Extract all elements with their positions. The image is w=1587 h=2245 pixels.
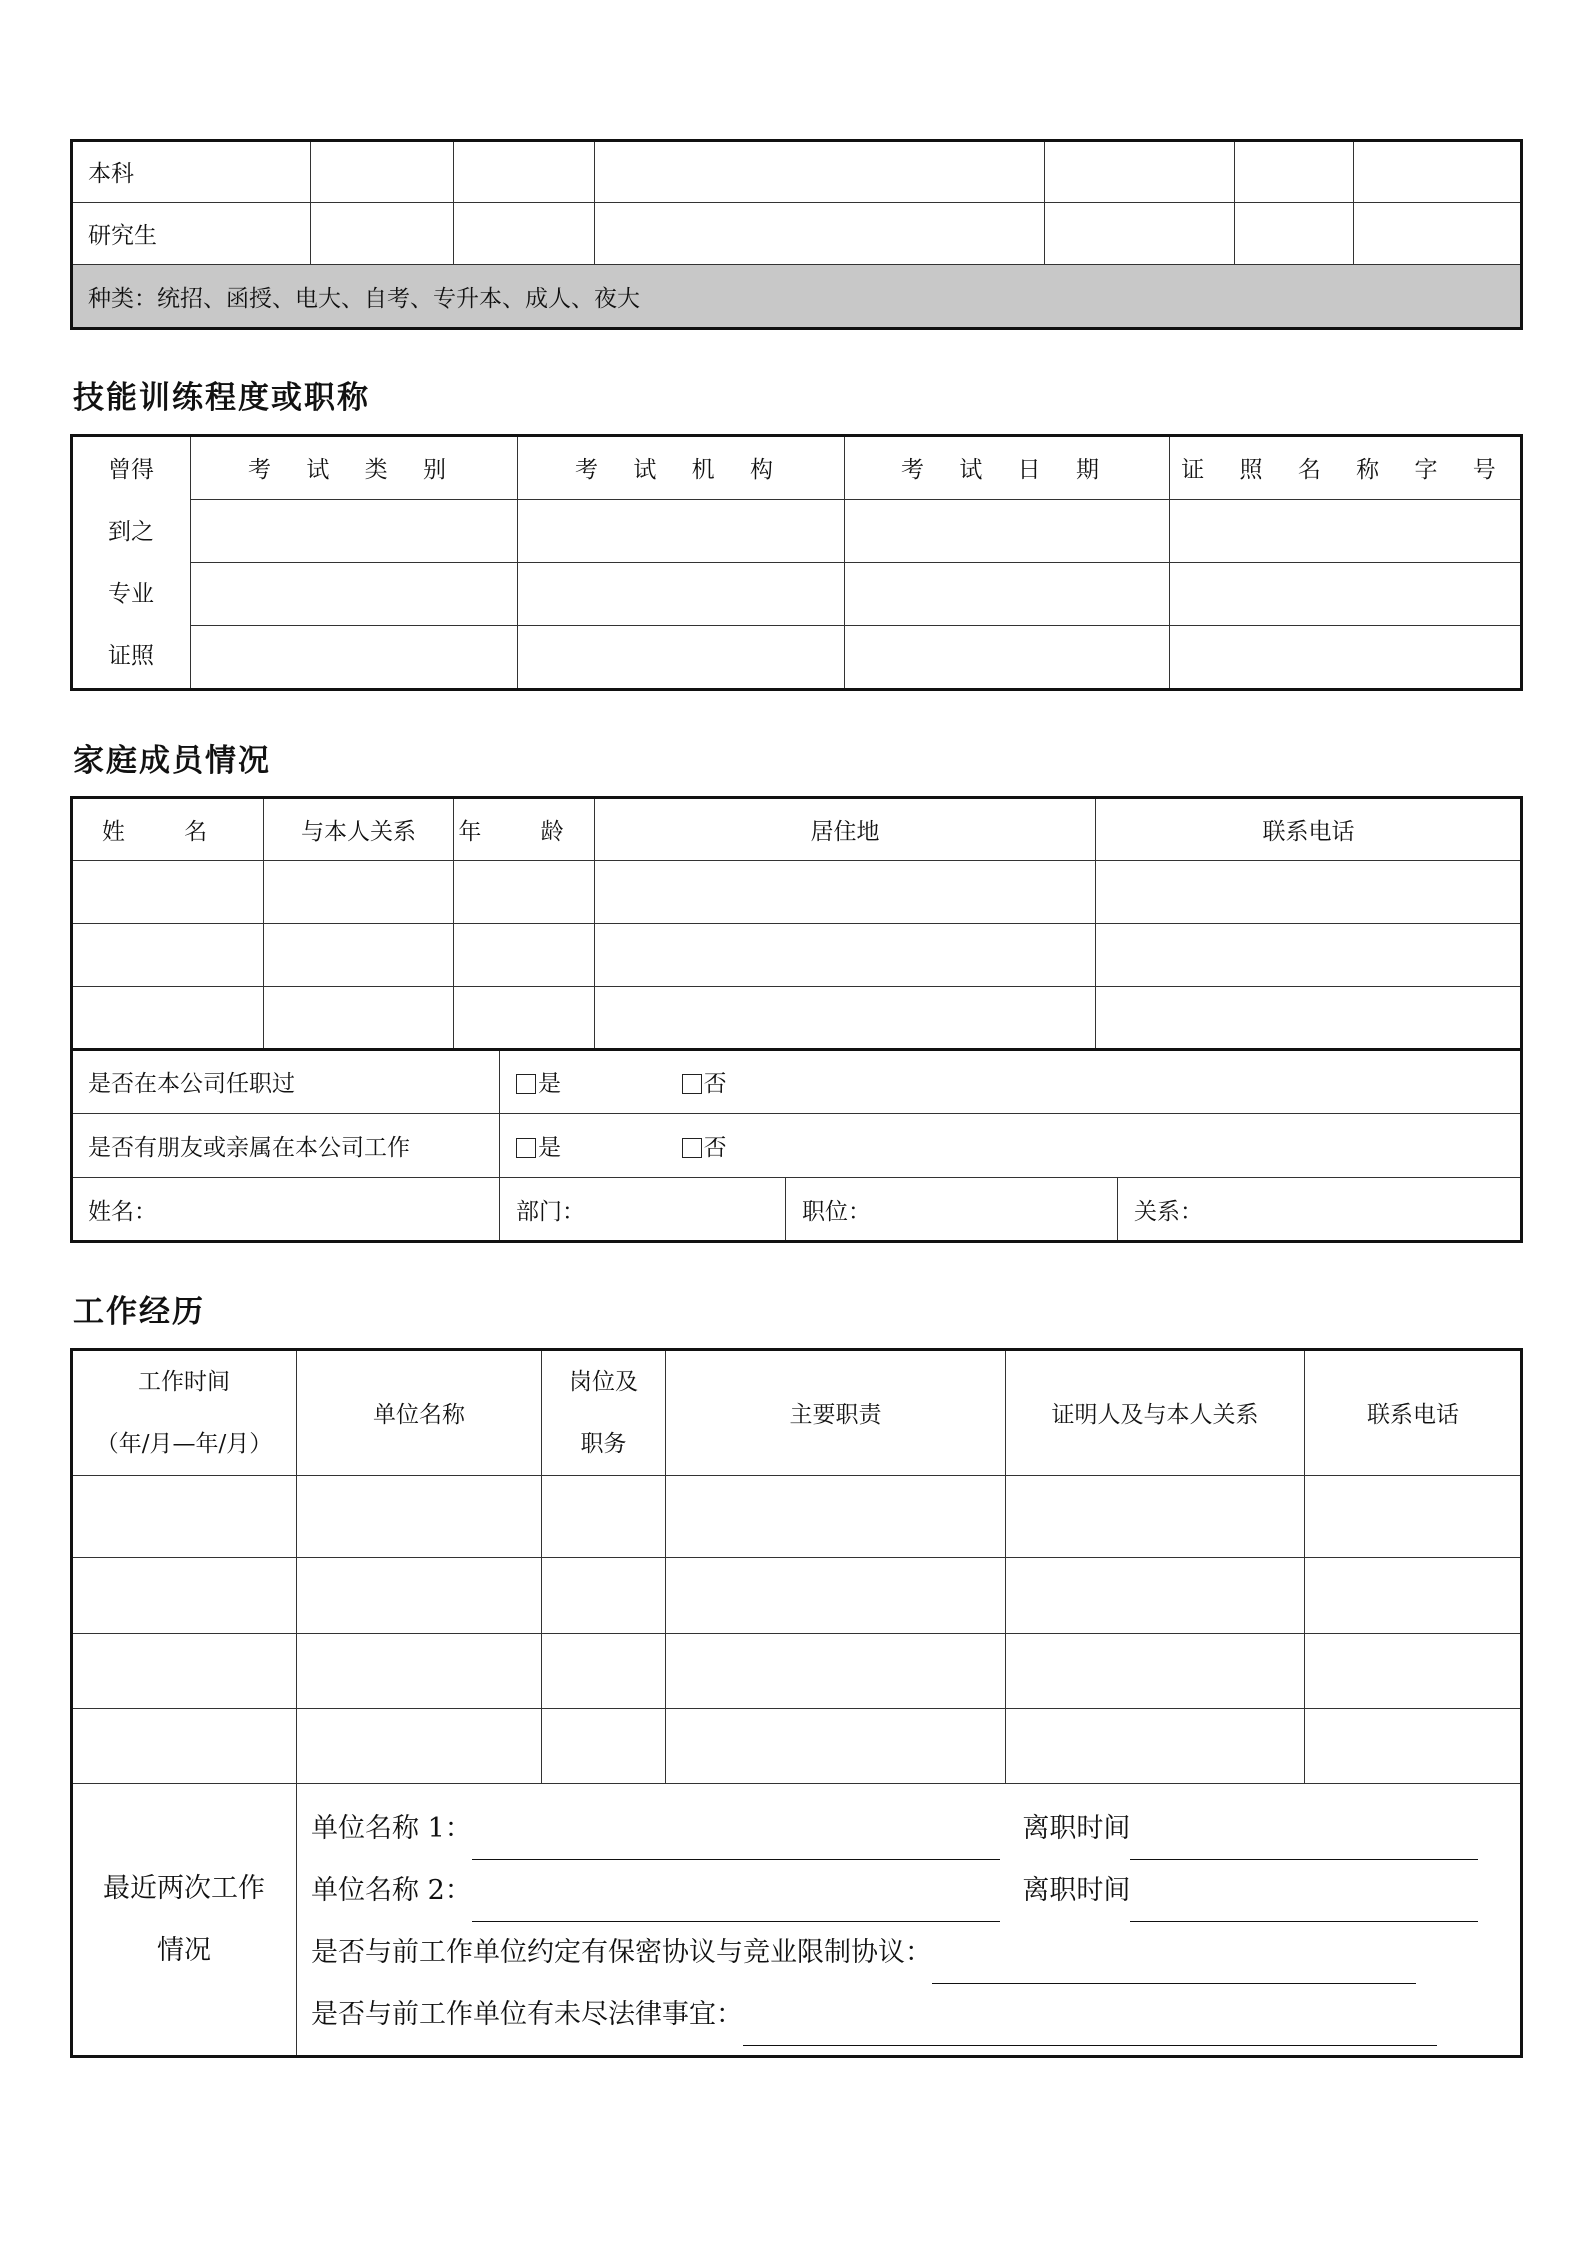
- work-cell[interactable]: [1305, 1709, 1522, 1784]
- col-reference: 证明人及与本人关系: [1006, 1350, 1305, 1476]
- family-cell[interactable]: [264, 861, 454, 924]
- family-cell[interactable]: [264, 924, 454, 987]
- work-cell[interactable]: [72, 1476, 297, 1558]
- leave-time-1-blank[interactable]: [1130, 1829, 1478, 1860]
- col-post: [542, 1350, 666, 1476]
- skills-table: [71, 435, 1522, 690]
- work-cell[interactable]: [542, 1558, 666, 1634]
- skills-cell[interactable]: [518, 500, 845, 563]
- employment-questions-table: [71, 1049, 1522, 1242]
- recent-work-label-line2: 情况: [157, 1935, 211, 1966]
- col-exam-type: 考 试 类 别: [191, 436, 518, 500]
- skills-heading: 技能训练程度或职称: [73, 380, 370, 416]
- edu-cell[interactable]: [311, 203, 454, 265]
- edu-label-bachelor: 本科: [72, 141, 311, 203]
- work-cell[interactable]: [1305, 1634, 1522, 1709]
- work-cell[interactable]: [1006, 1634, 1305, 1709]
- work-cell[interactable]: [666, 1709, 1006, 1784]
- family-cell[interactable]: [1096, 924, 1522, 987]
- recent-company-1-blank[interactable]: [472, 1829, 1000, 1860]
- relative-name-field[interactable]: 姓名：: [72, 1178, 500, 1242]
- work-cell[interactable]: [666, 1558, 1006, 1634]
- col-work-phone: 联系电话: [1305, 1350, 1522, 1476]
- edu-cell[interactable]: [311, 141, 454, 203]
- skills-cell[interactable]: [518, 563, 845, 626]
- skills-side-line: 专业: [108, 580, 154, 607]
- confidentiality-blank[interactable]: [932, 1953, 1416, 1984]
- edu-cell[interactable]: [1045, 141, 1235, 203]
- edu-cell[interactable]: [595, 203, 1045, 265]
- edu-cell[interactable]: [454, 203, 595, 265]
- confidentiality-row: [311, 1922, 1507, 1984]
- recent-work-details: [297, 1784, 1522, 2057]
- q-relatives-label: 是否有朋友或亲属在本公司工作: [72, 1114, 500, 1178]
- family-cell[interactable]: [1096, 861, 1522, 924]
- family-cell[interactable]: [264, 987, 454, 1050]
- skills-side-line: 到之: [108, 518, 154, 545]
- option-no-label: 否: [703, 1071, 727, 1097]
- work-cell[interactable]: [542, 1634, 666, 1709]
- edu-cell[interactable]: [1235, 141, 1354, 203]
- q-relatives-options: [500, 1114, 1522, 1178]
- skills-cell[interactable]: [518, 626, 845, 690]
- edu-cell[interactable]: [1354, 141, 1522, 203]
- family-cell[interactable]: [1096, 987, 1522, 1050]
- skills-cell[interactable]: [845, 563, 1170, 626]
- work-cell[interactable]: [297, 1634, 542, 1709]
- checkbox-no[interactable]: [682, 1074, 702, 1094]
- skills-cell[interactable]: [845, 500, 1170, 563]
- work-cell[interactable]: [666, 1634, 1006, 1709]
- skills-cell[interactable]: [845, 626, 1170, 690]
- work-table: [71, 1349, 1522, 2057]
- legal-label: 是否与前工作单位有未尽法律事宜：: [311, 1999, 743, 2030]
- col-company: 单位名称: [297, 1350, 542, 1476]
- skills-cell[interactable]: [191, 626, 518, 690]
- edu-cell[interactable]: [1235, 203, 1354, 265]
- col-work-time-line1: 工作时间: [138, 1368, 230, 1395]
- edu-cell[interactable]: [1354, 203, 1522, 265]
- leave-time-1-label: 离职时间: [1022, 1813, 1131, 1844]
- family-cell[interactable]: [72, 987, 264, 1050]
- family-cell[interactable]: [595, 861, 1096, 924]
- col-member-name: 姓 名: [72, 798, 264, 861]
- family-table: [71, 797, 1522, 1050]
- skills-cell[interactable]: [1170, 563, 1522, 626]
- recent-company-2-blank[interactable]: [472, 1891, 1000, 1922]
- family-cell[interactable]: [72, 924, 264, 987]
- family-cell[interactable]: [595, 987, 1096, 1050]
- legal-row: [311, 1984, 1507, 2046]
- recent-company-1-label: 单位名称 1：: [311, 1813, 472, 1844]
- col-work-time-line2: （年/月—年/月）: [95, 1430, 273, 1457]
- checkbox-yes[interactable]: [516, 1138, 536, 1158]
- work-cell[interactable]: [1305, 1558, 1522, 1634]
- col-duties: 主要职责: [666, 1350, 1006, 1476]
- recent-company-1-row: [311, 1798, 1507, 1860]
- col-post-line1: 岗位及: [569, 1368, 638, 1395]
- leave-time-2-label: 离职时间: [1022, 1875, 1131, 1906]
- edu-cell[interactable]: [1045, 203, 1235, 265]
- relative-relation-field[interactable]: 关系：: [1118, 1178, 1522, 1242]
- work-cell[interactable]: [1006, 1476, 1305, 1558]
- work-cell[interactable]: [1006, 1709, 1305, 1784]
- col-cert-name: 证 照 名 称 字 号: [1170, 436, 1522, 500]
- col-relation: 与本人关系: [264, 798, 454, 861]
- family-cell[interactable]: [454, 987, 595, 1050]
- col-work-time: [72, 1350, 297, 1476]
- recent-company-2-row: [311, 1860, 1507, 1922]
- skills-cell[interactable]: [1170, 500, 1522, 563]
- edu-cell[interactable]: [595, 141, 1045, 203]
- col-post-line2: 职务: [580, 1430, 627, 1457]
- recent-work-label: [72, 1784, 297, 2057]
- work-cell[interactable]: [72, 1634, 297, 1709]
- work-cell[interactable]: [72, 1558, 297, 1634]
- family-cell[interactable]: [72, 861, 264, 924]
- checkbox-no[interactable]: [682, 1138, 702, 1158]
- edu-label-graduate: 研究生: [72, 203, 311, 265]
- col-exam-date: 考 试 日 期: [845, 436, 1170, 500]
- work-cell[interactable]: [297, 1558, 542, 1634]
- skills-side-line: 证照: [108, 642, 154, 669]
- work-cell[interactable]: [542, 1476, 666, 1558]
- option-yes-label: 是: [538, 1135, 561, 1161]
- col-exam-org: 考 试 机 构: [518, 436, 845, 500]
- education-types-note: 种类：统招、函授、电大、自考、专升本、成人、夜大: [72, 265, 1522, 329]
- skills-side-label: [72, 436, 191, 690]
- relative-dept-field[interactable]: 部门：: [500, 1178, 786, 1242]
- leave-time-2-blank[interactable]: [1130, 1891, 1478, 1922]
- option-no-label: 否: [703, 1135, 727, 1161]
- family-heading: 家庭成员情况: [73, 743, 271, 779]
- work-cell[interactable]: [542, 1709, 666, 1784]
- edu-cell[interactable]: [454, 141, 595, 203]
- family-cell[interactable]: [454, 924, 595, 987]
- col-age: 年 龄: [454, 798, 595, 861]
- education-table: [71, 140, 1522, 329]
- family-cell[interactable]: [595, 924, 1096, 987]
- col-residence: 居住地: [595, 798, 1096, 861]
- recent-work-label-line1: 最近两次工作: [103, 1873, 265, 1904]
- relative-position-field[interactable]: 职位：: [786, 1178, 1118, 1242]
- work-cell[interactable]: [297, 1709, 542, 1784]
- work-cell[interactable]: [1305, 1476, 1522, 1558]
- checkbox-yes[interactable]: [516, 1074, 536, 1094]
- skills-cell[interactable]: [191, 500, 518, 563]
- work-cell[interactable]: [72, 1709, 297, 1784]
- family-cell[interactable]: [454, 861, 595, 924]
- skills-cell[interactable]: [1170, 626, 1522, 690]
- recent-company-2-label: 单位名称 2：: [311, 1875, 472, 1906]
- q-worked-here-label: 是否在本公司任职过: [72, 1050, 500, 1114]
- q-worked-here-options: [500, 1050, 1522, 1114]
- work-heading: 工作经历: [73, 1294, 205, 1330]
- skills-cell[interactable]: [191, 563, 518, 626]
- confidentiality-label: 是否与前工作单位约定有保密协议与竞业限制协议：: [311, 1937, 932, 1968]
- skills-side-line: 曾得: [108, 456, 154, 483]
- legal-blank[interactable]: [743, 2015, 1437, 2046]
- work-cell[interactable]: [297, 1476, 542, 1558]
- col-phone: 联系电话: [1096, 798, 1522, 861]
- option-yes-label: 是: [538, 1071, 561, 1097]
- work-cell[interactable]: [1006, 1558, 1305, 1634]
- work-cell[interactable]: [666, 1476, 1006, 1558]
